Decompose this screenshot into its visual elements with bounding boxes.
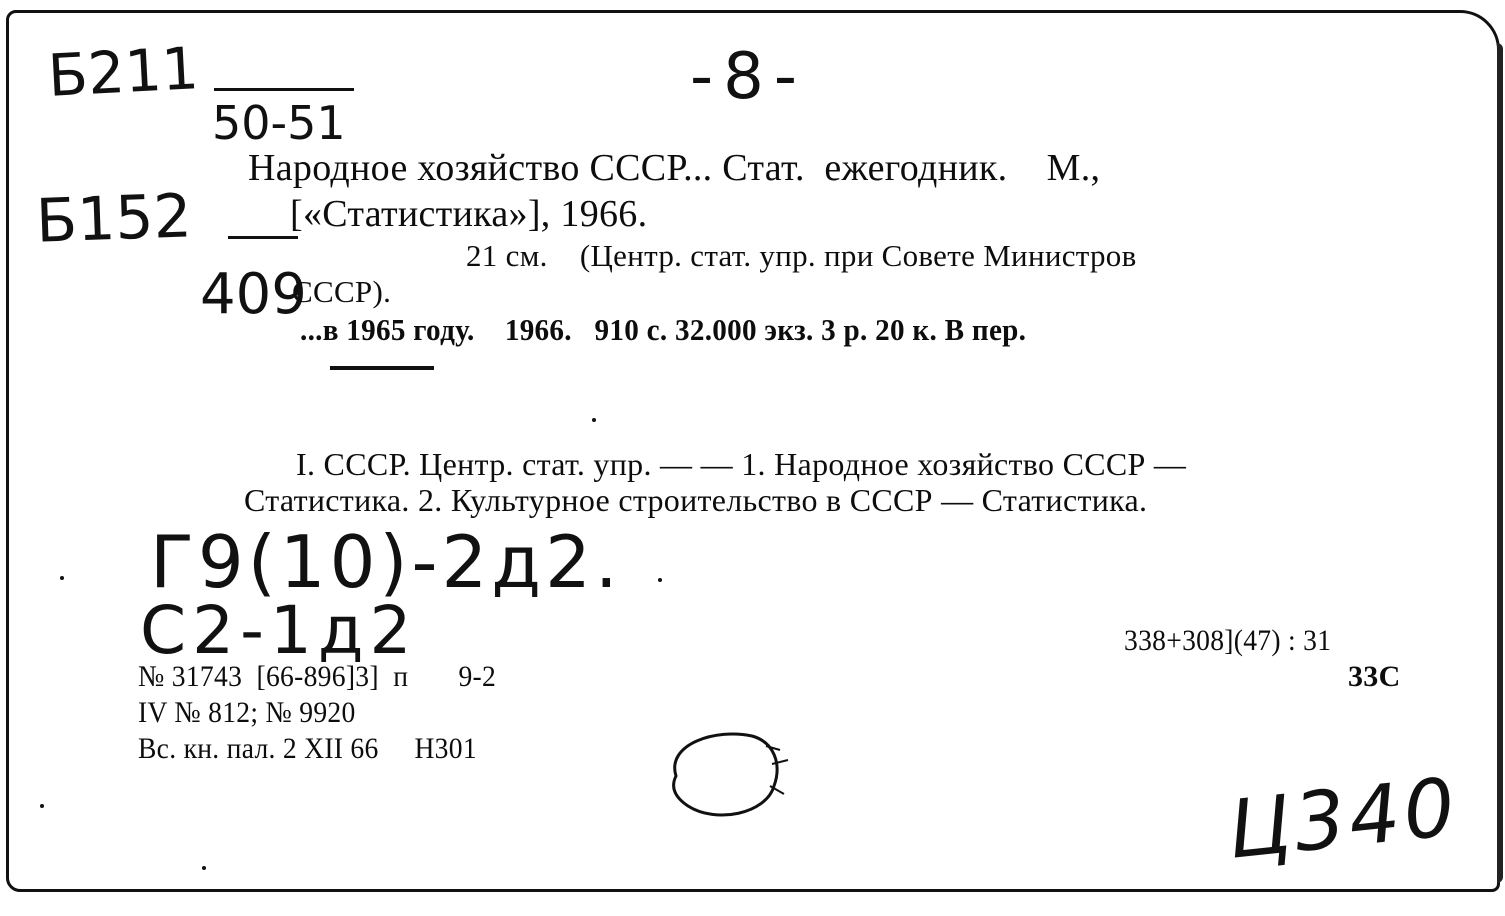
- speck: [658, 578, 662, 582]
- title-line-1: Народное хозяйство СССР... Стат. ежегодник. М.,: [248, 147, 1101, 189]
- handwritten-code-top: Б211: [46, 34, 201, 110]
- speck: [60, 576, 64, 580]
- handwritten-code-bottom: Ц340: [1223, 760, 1464, 877]
- subject-line-2: Статистика. 2. Культурное строительство в СССР — Статистика.: [244, 482, 1148, 518]
- handwritten-underline: [214, 88, 354, 91]
- record-line-3: Вс. кн. пал. 2 XII 66 Н301: [138, 732, 477, 765]
- volume-underline: [330, 366, 434, 370]
- udc-line-2: 33С: [1348, 660, 1401, 693]
- title-line-2: [«Статистика»], 1966.: [290, 193, 648, 235]
- punch-hole: [656, 724, 806, 828]
- handwritten-num-mid: 409: [200, 262, 307, 327]
- record-line-1: № 31743 [66-896]3] п 9-2: [138, 660, 497, 693]
- speck: [202, 866, 206, 870]
- subject-line-1: I. СССР. Центр. стат. упр. — — 1. Народное хозяйство СССР —: [296, 446, 1187, 482]
- handwritten-classification-2: С2-1д2: [140, 592, 418, 669]
- handwritten-code-mid: Б152: [34, 181, 193, 257]
- card-edge-shadow: [1497, 43, 1503, 883]
- record-line-2: IV № 812; № 9920: [138, 696, 356, 729]
- speck: [592, 418, 596, 422]
- speck: [40, 804, 44, 808]
- series-line-2: СССР).: [292, 274, 392, 309]
- page-number: -8-: [690, 40, 807, 114]
- handwritten-classification-1: Г9(10)-2д2.: [150, 520, 622, 604]
- handwritten-code-sub: 50-51: [212, 96, 346, 150]
- udc-line-1: 338+308](47) : 31: [1124, 624, 1332, 657]
- series-line-1: 21 см. (Центр. стат. упр. при Совете Министров: [466, 238, 1137, 273]
- handwritten-underline-2: [228, 236, 298, 239]
- volume-line: ...в 1965 году. 1966. 910 с. 32.000 экз. 3 р. 20 к. В пер.: [300, 312, 1027, 347]
